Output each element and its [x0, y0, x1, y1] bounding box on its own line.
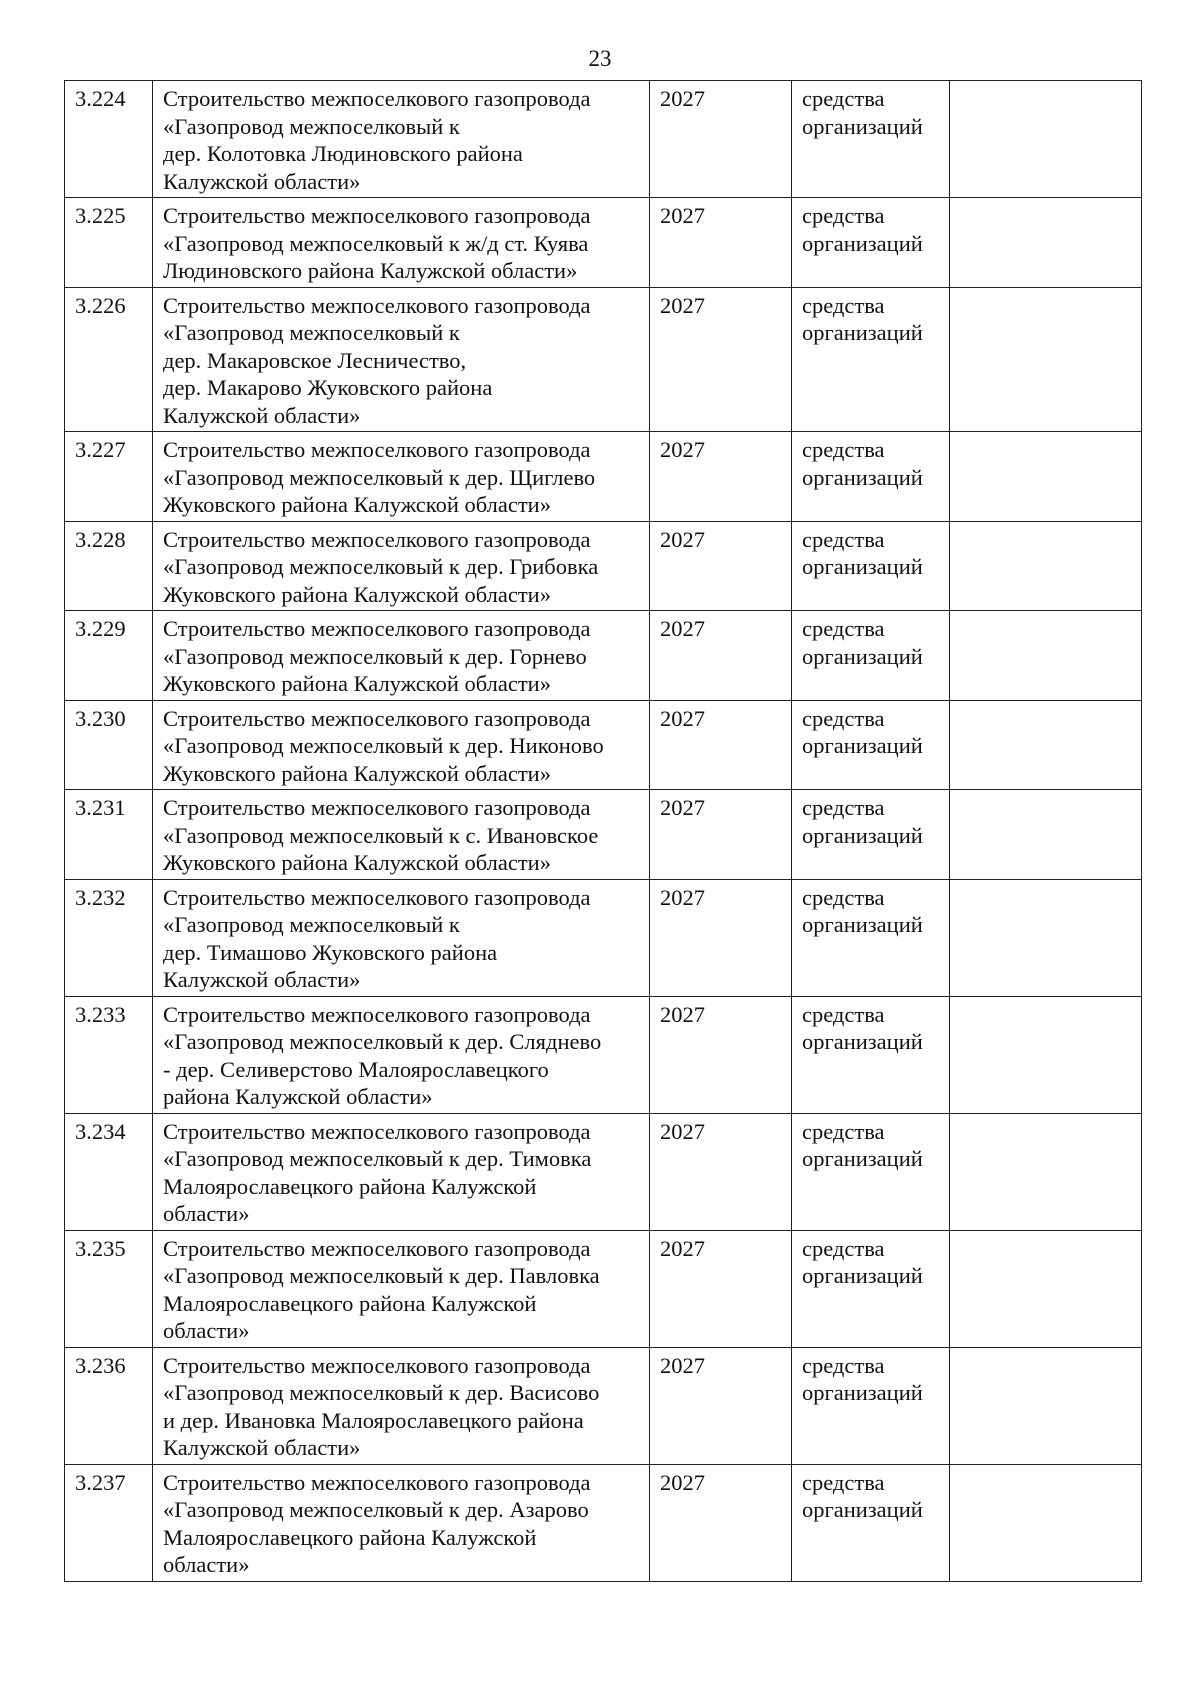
year-cell: 2027: [650, 521, 792, 611]
row-number-cell: 3.232: [65, 879, 153, 996]
funding-source-cell: средства организаций: [792, 521, 950, 611]
funding-source-cell: средства организаций: [792, 1464, 950, 1581]
funding-source-cell: средства организаций: [792, 81, 950, 198]
row-number-cell: 3.233: [65, 996, 153, 1113]
project-name-cell: Строительство межпоселкового газопровода «Газопровод межпоселковый к дер. Васисово и дер. Ивановка Малоярославецкого района Калужской области»: [153, 1347, 650, 1464]
project-name-cell: Строительство межпоселкового газопровода «Газопровод межпоселковый к дер. Горнево Жуковского района Калужской области»: [153, 611, 650, 701]
notes-cell: [950, 198, 1142, 288]
row-number-cell: 3.226: [65, 287, 153, 432]
notes-cell: [950, 1113, 1142, 1230]
page-number: 23: [588, 46, 612, 71]
notes-cell: [950, 1230, 1142, 1347]
notes-cell: [950, 879, 1142, 996]
funding-source-cell: средства организаций: [792, 790, 950, 880]
row-number-cell: 3.229: [65, 611, 153, 701]
year-cell: 2027: [650, 1230, 792, 1347]
project-name-cell: Строительство межпоселкового газопровода «Газопровод межпоселковый к ж/д ст. Куява Людиновского района Калужской области»: [153, 198, 650, 288]
project-name-cell: Строительство межпоселкового газопровода «Газопровод межпоселковый к дер. Щиглево Жуковского района Калужской области»: [153, 432, 650, 522]
year-cell: 2027: [650, 81, 792, 198]
row-number-cell: 3.234: [65, 1113, 153, 1230]
notes-cell: [950, 700, 1142, 790]
row-number-cell: 3.237: [65, 1464, 153, 1581]
funding-source-cell: средства организаций: [792, 700, 950, 790]
funding-source-cell: средства организаций: [792, 1347, 950, 1464]
notes-cell: [950, 790, 1142, 880]
notes-cell: [950, 1464, 1142, 1581]
row-number-cell: 3.228: [65, 521, 153, 611]
notes-cell: [950, 1347, 1142, 1464]
table-row: [65, 1113, 1142, 1230]
table-row: [65, 521, 1142, 611]
project-name-cell: Строительство межпоселкового газопровода «Газопровод межпоселковый к дер. Никоново Жуковского района Калужской области»: [153, 700, 650, 790]
table-row: [65, 198, 1142, 288]
row-number-cell: 3.224: [65, 81, 153, 198]
year-cell: 2027: [650, 287, 792, 432]
row-number-cell: 3.227: [65, 432, 153, 522]
year-cell: 2027: [650, 1113, 792, 1230]
funding-source-cell: средства организаций: [792, 198, 950, 288]
year-cell: 2027: [650, 790, 792, 880]
funding-source-cell: средства организаций: [792, 611, 950, 701]
year-cell: 2027: [650, 1464, 792, 1581]
notes-cell: [950, 432, 1142, 522]
funding-source-cell: средства организаций: [792, 879, 950, 996]
table-row: [65, 1230, 1142, 1347]
notes-cell: [950, 996, 1142, 1113]
funding-source-cell: средства организаций: [792, 432, 950, 522]
project-name-cell: Строительство межпоселкового газопровода «Газопровод межпоселковый к дер. Сляднево - дер. Селиверстово Малоярославецкого района Калужской области»: [153, 996, 650, 1113]
table-row: [65, 1347, 1142, 1464]
year-cell: 2027: [650, 611, 792, 701]
funding-source-cell: средства организаций: [792, 996, 950, 1113]
row-number-cell: 3.235: [65, 1230, 153, 1347]
notes-cell: [950, 287, 1142, 432]
notes-cell: [950, 81, 1142, 198]
table-row: [65, 432, 1142, 522]
project-name-cell: Строительство межпоселкового газопровода «Газопровод межпоселковый к дер. Грибовка Жуковского района Калужской области»: [153, 521, 650, 611]
year-cell: 2027: [650, 700, 792, 790]
funding-source-cell: средства организаций: [792, 1230, 950, 1347]
year-cell: 2027: [650, 879, 792, 996]
measures-table: [64, 80, 1142, 1582]
table-row: [65, 81, 1142, 198]
project-name-cell: Строительство межпоселкового газопровода «Газопровод межпоселковый к дер. Павловка Малоярославецкого района Калужской области»: [153, 1230, 650, 1347]
funding-source-cell: средства организаций: [792, 287, 950, 432]
project-name-cell: Строительство межпоселкового газопровода «Газопровод межпоселковый к дер. Азарово Малоярославецкого района Калужской области»: [153, 1464, 650, 1581]
funding-source-cell: средства организаций: [792, 1113, 950, 1230]
notes-cell: [950, 611, 1142, 701]
year-cell: 2027: [650, 198, 792, 288]
project-name-cell: Строительство межпоселкового газопровода «Газопровод межпоселковый к дер. Макаровское Лесничество, дер. Макарово Жуковского района Калужской области»: [153, 287, 650, 432]
year-cell: 2027: [650, 1347, 792, 1464]
year-cell: 2027: [650, 996, 792, 1113]
table-row: [65, 287, 1142, 432]
table-row: [65, 790, 1142, 880]
table-row: [65, 1464, 1142, 1581]
row-number-cell: 3.236: [65, 1347, 153, 1464]
project-name-cell: Строительство межпоселкового газопровода «Газопровод межпоселковый к дер. Колотовка Людиновского района Калужской области»: [153, 81, 650, 198]
project-name-cell: Строительство межпоселкового газопровода «Газопровод межпоселковый к с. Ивановское Жуковского района Калужской области»: [153, 790, 650, 880]
project-name-cell: Строительство межпоселкового газопровода «Газопровод межпоселковый к дер. Тимовка Малоярославецкого района Калужской области»: [153, 1113, 650, 1230]
year-cell: 2027: [650, 432, 792, 522]
table-row: [65, 996, 1142, 1113]
table-row: [65, 700, 1142, 790]
table-row: [65, 611, 1142, 701]
notes-cell: [950, 521, 1142, 611]
row-number-cell: 3.230: [65, 700, 153, 790]
table-row: [65, 879, 1142, 996]
row-number-cell: 3.231: [65, 790, 153, 880]
project-name-cell: Строительство межпоселкового газопровода «Газопровод межпоселковый к дер. Тимашово Жуковского района Калужской области»: [153, 879, 650, 996]
row-number-cell: 3.225: [65, 198, 153, 288]
